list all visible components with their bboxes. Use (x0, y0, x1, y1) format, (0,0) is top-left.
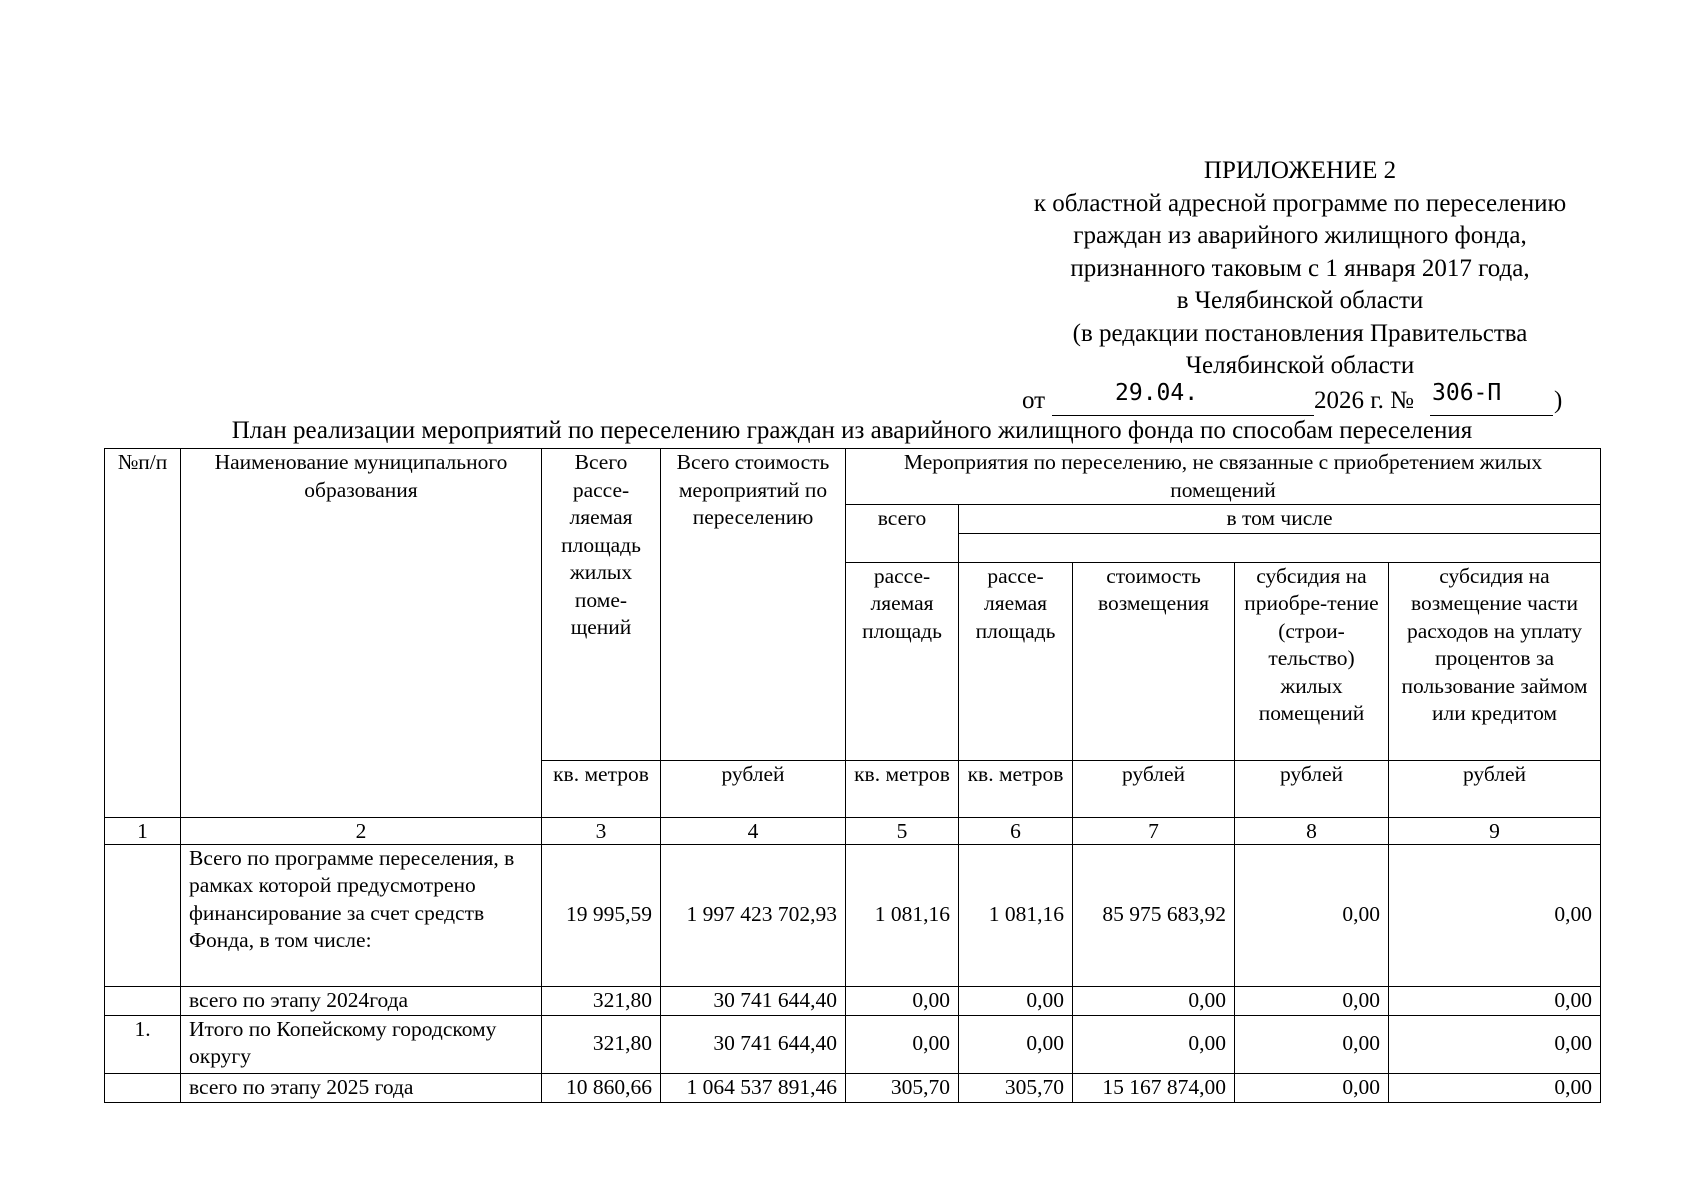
table-row (105, 986, 1601, 1015)
column-number: 9 (1389, 817, 1601, 844)
cell-area: 321,80 (542, 1015, 661, 1073)
header-row (105, 449, 1601, 505)
cell-area-total: 305,70 (846, 1073, 959, 1102)
cell-subsidy-interest: 0,00 (1389, 844, 1601, 986)
cell-area-total: 0,00 (846, 1015, 959, 1073)
header-v-tom-chisle: в том числе (959, 505, 1601, 534)
appendix-line: граждан из аварийного жилищного фонда, (1073, 222, 1527, 249)
header-sub8: субсидия на приобре-тение (строи-тельство) жилых помещений (1235, 562, 1389, 760)
row-name: всего по этапу 2024года (181, 986, 542, 1015)
header-sub6: рассе-ляемая площадь (959, 562, 1073, 760)
header-sub7: стоимость возмещения (1073, 562, 1235, 760)
plan-table (104, 448, 1601, 1103)
row-num: 1. (105, 1015, 181, 1073)
appendix-line: в Челябинской области (1176, 287, 1424, 314)
date-underline (1052, 415, 1314, 416)
document-number: 306-П (1432, 379, 1502, 406)
cell-subsidy-interest: 0,00 (1389, 986, 1601, 1015)
table-row (105, 844, 1601, 986)
date-value: 29.04. (1115, 379, 1199, 406)
appendix-header (950, 155, 1650, 417)
column-number: 3 (542, 817, 661, 844)
number-underline (1430, 415, 1553, 416)
header-name: Наименование муниципального образования (181, 449, 542, 818)
cell-compensation: 0,00 (1073, 1015, 1235, 1073)
cell-area-total: 1 081,16 (846, 844, 959, 986)
cell-area: 10 860,66 (542, 1073, 661, 1102)
header-group: Мероприятия по переселению, не связанные с приобретением жилых помещений (846, 449, 1601, 505)
column-number: 4 (661, 817, 846, 844)
table-row (105, 1015, 1601, 1073)
row-name: Итого по Копейскому городскому округу (181, 1015, 542, 1073)
unit-col8: рублей (1235, 760, 1389, 817)
column-number: 5 (846, 817, 959, 844)
header-num: №п/п (105, 449, 181, 818)
row-name: Всего по программе переселения, в рамках которой предусмотрено финансирование за счет средств Фонда, в том числе: (181, 844, 542, 986)
cell-area-sub: 1 081,16 (959, 844, 1073, 986)
cell-subsidy-interest: 0,00 (1389, 1015, 1601, 1073)
unit-col7: рублей (1073, 760, 1235, 817)
column-number: 8 (1235, 817, 1389, 844)
cell-subsidy-interest: 0,00 (1389, 1073, 1601, 1102)
cell-cost: 30 741 644,40 (661, 1015, 846, 1073)
appendix-line: к областной адресной программе по переселению (1033, 189, 1567, 217)
cell-subsidy-purchase: 0,00 (1235, 844, 1389, 986)
column-number: 2 (181, 817, 542, 844)
row-name: всего по этапу 2025 года (181, 1073, 542, 1102)
cell-cost: 1 064 537 891,46 (661, 1073, 846, 1102)
plan-title: План реализации мероприятий по переселению граждан из аварийного жилищного фонда по способам переселения (231, 417, 1473, 444)
row-num (105, 986, 181, 1015)
date-number-line (950, 379, 1650, 417)
appendix-title: ПРИЛОЖЕНИЕ 2 (1203, 157, 1397, 184)
cell-compensation: 85 975 683,92 (1073, 844, 1235, 986)
cell-compensation: 15 167 874,00 (1073, 1073, 1235, 1102)
unit-col5: кв. метров (846, 760, 959, 817)
cell-subsidy-purchase: 0,00 (1235, 986, 1389, 1015)
header-total-area: Всего рассе-ляемая площадь жилых поме-щений (542, 449, 661, 761)
header-total-cost: Всего стоимость мероприятий по переселению (661, 449, 846, 761)
unit-col6: кв. метров (959, 760, 1073, 817)
appendix-line: Челябинской области (1185, 352, 1415, 379)
cell-area: 19 995,59 (542, 844, 661, 986)
row-num (105, 1073, 181, 1102)
cell-area-sub: 0,00 (959, 1015, 1073, 1073)
cell-cost: 1 997 423 702,93 (661, 844, 846, 986)
column-number: 6 (959, 817, 1073, 844)
cell-area-sub: 0,00 (959, 986, 1073, 1015)
row-num (105, 844, 181, 986)
unit-col4: рублей (661, 760, 846, 817)
closing-paren: ) (1554, 386, 1563, 414)
date-prefix: от (1022, 386, 1046, 414)
appendix-line: признанного таковым с 1 января 2017 года, (1070, 254, 1530, 282)
cell-area-sub: 305,70 (959, 1073, 1073, 1102)
year-text: 2026 г. № (1314, 386, 1415, 414)
header-sub9: субсидия на возмещение части расходов на уплату процентов за пользование займом или кредитом (1389, 562, 1601, 760)
cell-cost: 30 741 644,40 (661, 986, 846, 1015)
column-number: 1 (105, 817, 181, 844)
cell-area-total: 0,00 (846, 986, 959, 1015)
column-number: 7 (1073, 817, 1235, 844)
table-row (105, 1073, 1601, 1102)
cell-subsidy-purchase: 0,00 (1235, 1073, 1389, 1102)
cell-subsidy-purchase: 0,00 (1235, 1015, 1389, 1073)
cell-area: 321,80 (542, 986, 661, 1015)
cell-compensation: 0,00 (1073, 986, 1235, 1015)
unit-col3: кв. метров (542, 760, 661, 817)
column-number-row (105, 817, 1601, 844)
header-blank (959, 533, 1601, 562)
appendix-line: (в редакции постановления Правительства (1072, 319, 1528, 347)
header-sub5: рассе-ляемая площадь (846, 562, 959, 760)
header-vsego: всего (846, 505, 959, 563)
unit-col9: рублей (1389, 760, 1601, 817)
